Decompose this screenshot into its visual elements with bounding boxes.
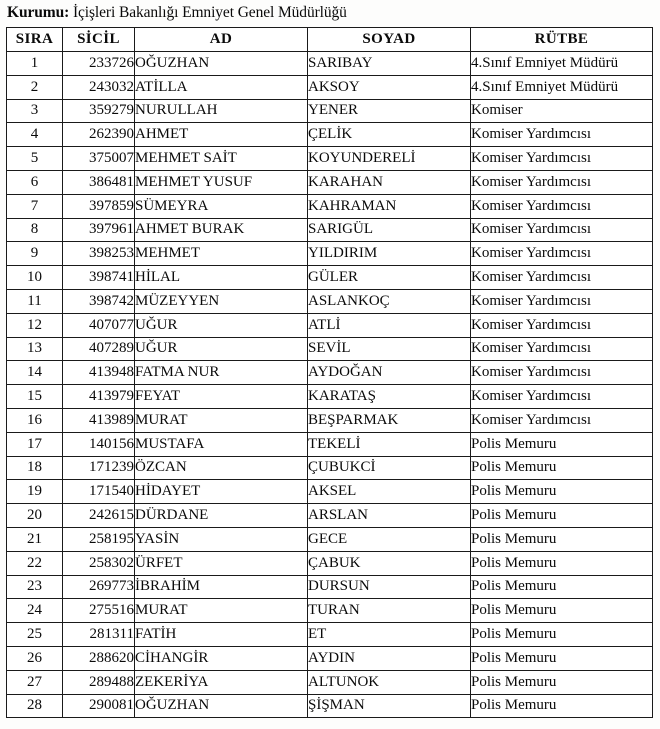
table-row bbox=[7, 218, 653, 242]
cell-sira: 22 bbox=[7, 551, 63, 575]
cell-soyad: SEVİL bbox=[308, 337, 471, 361]
cell-rutbe: Komiser Yardımcısı bbox=[471, 361, 653, 385]
personnel-roster-table bbox=[6, 27, 653, 718]
cell-sicil: 413979 bbox=[63, 385, 135, 409]
column-header-rutbe: RÜTBE bbox=[471, 28, 653, 52]
cell-soyad: AYDIN bbox=[308, 646, 471, 670]
cell-sira: 14 bbox=[7, 361, 63, 385]
table-row bbox=[7, 289, 653, 313]
cell-ad: OĞUZHAN bbox=[135, 52, 308, 76]
cell-ad: HİDAYET bbox=[135, 480, 308, 504]
table-row bbox=[7, 504, 653, 528]
cell-sicil: 407077 bbox=[63, 313, 135, 337]
cell-rutbe: Polis Memuru bbox=[471, 646, 653, 670]
cell-soyad: SARIBAY bbox=[308, 52, 471, 76]
cell-sira: 2 bbox=[7, 75, 63, 99]
cell-ad: ÜRFET bbox=[135, 551, 308, 575]
cell-ad: MEHMET bbox=[135, 242, 308, 266]
cell-ad: MÜZEYYEN bbox=[135, 289, 308, 313]
cell-sira: 4 bbox=[7, 123, 63, 147]
table-row bbox=[7, 147, 653, 171]
cell-sira: 25 bbox=[7, 623, 63, 647]
table-row bbox=[7, 599, 653, 623]
cell-rutbe: Polis Memuru bbox=[471, 599, 653, 623]
cell-sira: 17 bbox=[7, 432, 63, 456]
cell-ad: MEHMET YUSUF bbox=[135, 170, 308, 194]
cell-soyad: AKSEL bbox=[308, 480, 471, 504]
cell-soyad: ARSLAN bbox=[308, 504, 471, 528]
cell-sira: 20 bbox=[7, 504, 63, 528]
cell-sicil: 398741 bbox=[63, 266, 135, 290]
table-row bbox=[7, 52, 653, 76]
cell-rutbe: Polis Memuru bbox=[471, 694, 653, 718]
cell-sira: 9 bbox=[7, 242, 63, 266]
table-row bbox=[7, 242, 653, 266]
cell-ad: ATİLLA bbox=[135, 75, 308, 99]
cell-ad: UĞUR bbox=[135, 337, 308, 361]
cell-soyad: KOYUNDERELİ bbox=[308, 147, 471, 171]
cell-sicil: 242615 bbox=[63, 504, 135, 528]
cell-ad: FEYAT bbox=[135, 385, 308, 409]
cell-soyad: ET bbox=[308, 623, 471, 647]
cell-sira: 28 bbox=[7, 694, 63, 718]
cell-ad: YASİN bbox=[135, 527, 308, 551]
cell-ad: SÜMEYRA bbox=[135, 194, 308, 218]
cell-sira: 15 bbox=[7, 385, 63, 409]
table-row bbox=[7, 123, 653, 147]
cell-sicil: 386481 bbox=[63, 170, 135, 194]
cell-soyad: TEKELİ bbox=[308, 432, 471, 456]
cell-sira: 3 bbox=[7, 99, 63, 123]
cell-rutbe: Komiser Yardımcısı bbox=[471, 266, 653, 290]
cell-sicil: 233726 bbox=[63, 52, 135, 76]
column-header-sira: SIRA bbox=[7, 28, 63, 52]
cell-sira: 13 bbox=[7, 337, 63, 361]
cell-sicil: 258195 bbox=[63, 527, 135, 551]
cell-soyad: SARIGÜL bbox=[308, 218, 471, 242]
table-row bbox=[7, 646, 653, 670]
cell-ad: DÜRDANE bbox=[135, 504, 308, 528]
cell-sicil: 171540 bbox=[63, 480, 135, 504]
cell-rutbe: Komiser Yardımcısı bbox=[471, 147, 653, 171]
cell-rutbe: Komiser Yardımcısı bbox=[471, 170, 653, 194]
column-header-soyad: SOYAD bbox=[308, 28, 471, 52]
cell-sicil: 281311 bbox=[63, 623, 135, 647]
cell-ad: FATİH bbox=[135, 623, 308, 647]
cell-soyad: AKSOY bbox=[308, 75, 471, 99]
cell-ad: İBRAHİM bbox=[135, 575, 308, 599]
cell-sicil: 397859 bbox=[63, 194, 135, 218]
cell-ad: MURAT bbox=[135, 408, 308, 432]
cell-ad: MUSTAFA bbox=[135, 432, 308, 456]
cell-sicil: 398253 bbox=[63, 242, 135, 266]
cell-soyad: KARAHAN bbox=[308, 170, 471, 194]
heading-value: İçişleri Bakanlığı Emniyet Genel Müdürlüğü bbox=[72, 4, 347, 21]
cell-rutbe: Polis Memuru bbox=[471, 480, 653, 504]
table-header-row bbox=[7, 28, 653, 52]
cell-rutbe: 4.Sınıf Emniyet Müdürü bbox=[471, 75, 653, 99]
cell-soyad: ASLANKOÇ bbox=[308, 289, 471, 313]
cell-ad: NURULLAH bbox=[135, 99, 308, 123]
cell-ad: AHMET bbox=[135, 123, 308, 147]
cell-soyad: YENER bbox=[308, 99, 471, 123]
table-row bbox=[7, 75, 653, 99]
table-row bbox=[7, 670, 653, 694]
table-row bbox=[7, 408, 653, 432]
table-row bbox=[7, 551, 653, 575]
table-row bbox=[7, 432, 653, 456]
cell-sicil: 140156 bbox=[63, 432, 135, 456]
table-header bbox=[7, 28, 653, 52]
cell-ad: HİLAL bbox=[135, 266, 308, 290]
cell-soyad: ÇELİK bbox=[308, 123, 471, 147]
cell-sicil: 288620 bbox=[63, 646, 135, 670]
cell-ad: AHMET BURAK bbox=[135, 218, 308, 242]
cell-rutbe: Komiser Yardımcısı bbox=[471, 385, 653, 409]
cell-sicil: 407289 bbox=[63, 337, 135, 361]
cell-sira: 24 bbox=[7, 599, 63, 623]
cell-sicil: 413948 bbox=[63, 361, 135, 385]
table-row bbox=[7, 527, 653, 551]
cell-soyad: AYDOĞAN bbox=[308, 361, 471, 385]
cell-sira: 7 bbox=[7, 194, 63, 218]
cell-rutbe: Komiser Yardımcısı bbox=[471, 123, 653, 147]
cell-rutbe: Komiser Yardımcısı bbox=[471, 242, 653, 266]
cell-sicil: 258302 bbox=[63, 551, 135, 575]
cell-sicil: 289488 bbox=[63, 670, 135, 694]
cell-rutbe: Komiser Yardımcısı bbox=[471, 313, 653, 337]
cell-sicil: 375007 bbox=[63, 147, 135, 171]
table-row bbox=[7, 694, 653, 718]
column-header-sicil: SİCİL bbox=[63, 28, 135, 52]
cell-sicil: 262390 bbox=[63, 123, 135, 147]
cell-sira: 16 bbox=[7, 408, 63, 432]
cell-sicil: 269773 bbox=[63, 575, 135, 599]
cell-soyad: ÇABUK bbox=[308, 551, 471, 575]
cell-soyad: BEŞPARMAK bbox=[308, 408, 471, 432]
table-row bbox=[7, 194, 653, 218]
cell-rutbe: Polis Memuru bbox=[471, 623, 653, 647]
column-header-ad: AD bbox=[135, 28, 308, 52]
cell-sicil: 243032 bbox=[63, 75, 135, 99]
cell-sira: 23 bbox=[7, 575, 63, 599]
cell-rutbe: Polis Memuru bbox=[471, 432, 653, 456]
cell-sira: 21 bbox=[7, 527, 63, 551]
cell-ad: OĞUZHAN bbox=[135, 694, 308, 718]
cell-soyad: KAHRAMAN bbox=[308, 194, 471, 218]
cell-sira: 1 bbox=[7, 52, 63, 76]
table-row bbox=[7, 623, 653, 647]
table-row bbox=[7, 385, 653, 409]
document-heading bbox=[7, 1, 347, 25]
cell-rutbe: Polis Memuru bbox=[471, 551, 653, 575]
cell-soyad: KARATAŞ bbox=[308, 385, 471, 409]
cell-sicil: 397961 bbox=[63, 218, 135, 242]
cell-rutbe: Komiser Yardımcısı bbox=[471, 218, 653, 242]
cell-soyad: TURAN bbox=[308, 599, 471, 623]
cell-sicil: 398742 bbox=[63, 289, 135, 313]
cell-soyad: YILDIRIM bbox=[308, 242, 471, 266]
cell-sira: 19 bbox=[7, 480, 63, 504]
cell-soyad: ŞİŞMAN bbox=[308, 694, 471, 718]
cell-rutbe: Polis Memuru bbox=[471, 456, 653, 480]
table-row bbox=[7, 456, 653, 480]
cell-rutbe: Polis Memuru bbox=[471, 504, 653, 528]
table-row bbox=[7, 266, 653, 290]
cell-rutbe: Polis Memuru bbox=[471, 527, 653, 551]
cell-rutbe: Polis Memuru bbox=[471, 670, 653, 694]
cell-sicil: 171239 bbox=[63, 456, 135, 480]
cell-sira: 11 bbox=[7, 289, 63, 313]
table-body bbox=[7, 52, 653, 718]
cell-sicil: 359279 bbox=[63, 99, 135, 123]
table-row bbox=[7, 480, 653, 504]
cell-sira: 18 bbox=[7, 456, 63, 480]
cell-soyad: DURSUN bbox=[308, 575, 471, 599]
cell-ad: UĞUR bbox=[135, 313, 308, 337]
cell-rutbe: Komiser bbox=[471, 99, 653, 123]
cell-sira: 6 bbox=[7, 170, 63, 194]
table-row bbox=[7, 313, 653, 337]
cell-ad: FATMA NUR bbox=[135, 361, 308, 385]
cell-ad: CİHANGİR bbox=[135, 646, 308, 670]
cell-sira: 8 bbox=[7, 218, 63, 242]
cell-sira: 27 bbox=[7, 670, 63, 694]
cell-rutbe: Komiser Yardımcısı bbox=[471, 289, 653, 313]
cell-ad: ZEKERİYA bbox=[135, 670, 308, 694]
roster-table-container bbox=[6, 27, 652, 718]
cell-sicil: 290081 bbox=[63, 694, 135, 718]
cell-sira: 10 bbox=[7, 266, 63, 290]
cell-soyad: GÜLER bbox=[308, 266, 471, 290]
cell-sira: 5 bbox=[7, 147, 63, 171]
cell-sicil: 413989 bbox=[63, 408, 135, 432]
cell-rutbe: Komiser Yardımcısı bbox=[471, 194, 653, 218]
table-row bbox=[7, 337, 653, 361]
cell-sicil: 275516 bbox=[63, 599, 135, 623]
cell-soyad: ALTUNOK bbox=[308, 670, 471, 694]
cell-ad: MEHMET SAİT bbox=[135, 147, 308, 171]
cell-rutbe: Komiser Yardımcısı bbox=[471, 337, 653, 361]
cell-soyad: ÇUBUKCİ bbox=[308, 456, 471, 480]
table-row bbox=[7, 170, 653, 194]
table-row bbox=[7, 99, 653, 123]
table-row bbox=[7, 575, 653, 599]
table-row bbox=[7, 361, 653, 385]
cell-ad: MURAT bbox=[135, 599, 308, 623]
cell-soyad: GECE bbox=[308, 527, 471, 551]
cell-sira: 12 bbox=[7, 313, 63, 337]
heading-label: Kurumu: bbox=[7, 4, 70, 21]
cell-soyad: ATLİ bbox=[308, 313, 471, 337]
cell-rutbe: 4.Sınıf Emniyet Müdürü bbox=[471, 52, 653, 76]
cell-rutbe: Polis Memuru bbox=[471, 575, 653, 599]
cell-rutbe: Komiser Yardımcısı bbox=[471, 408, 653, 432]
cell-ad: ÖZCAN bbox=[135, 456, 308, 480]
cell-sira: 26 bbox=[7, 646, 63, 670]
